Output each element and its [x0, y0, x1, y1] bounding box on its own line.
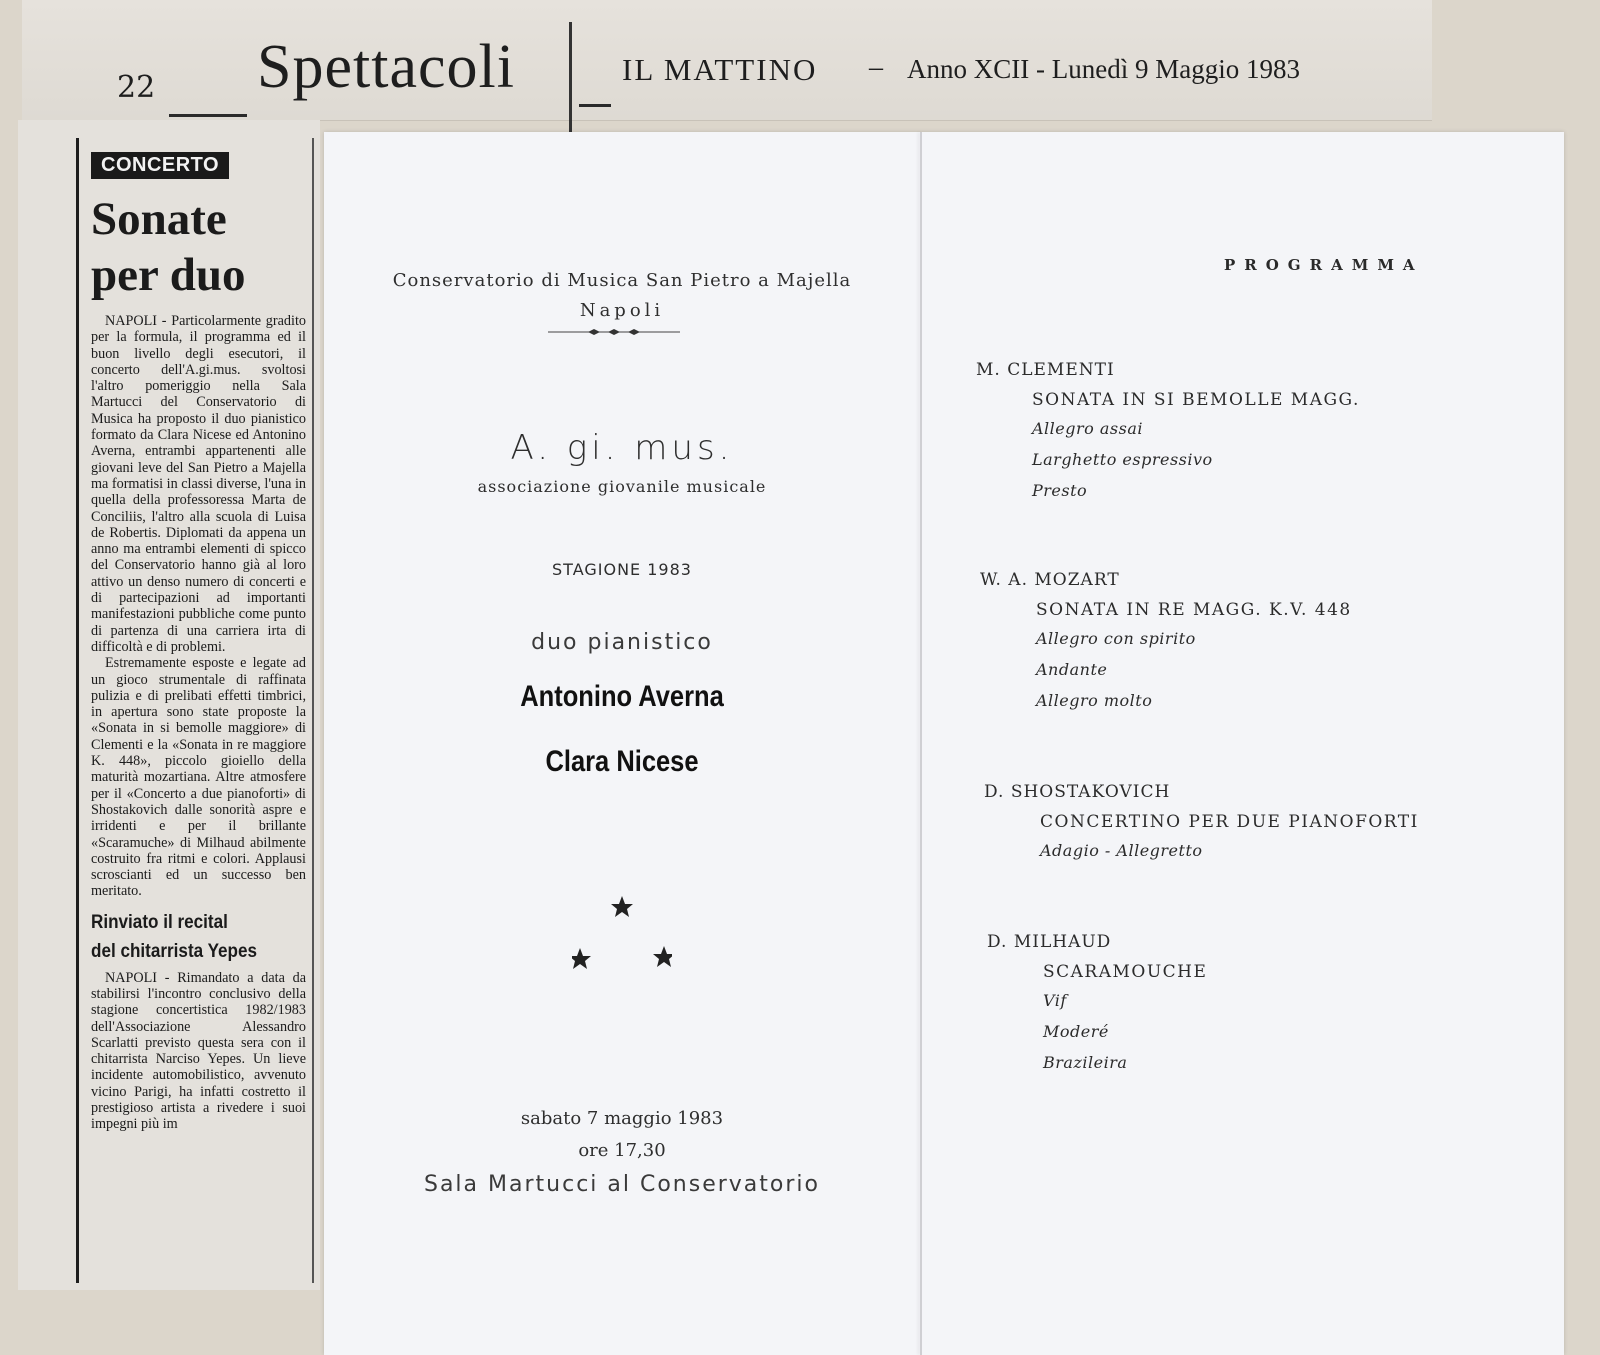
- newspaper-date: Anno XCII - Lunedì 9 Maggio 1983: [907, 54, 1300, 84]
- work-title: CONCERTINO PER DUE PIANOFORTI: [1040, 812, 1419, 832]
- article-paragraph: NAPOLI - Particolarmente gradito per la formula, il programma ed il buon livello degli esecutori, il concerto dell'A.gi.mus. svoltosi l'altro pomeriggio nella Sala Martucci del Conservatorio di Musica ha proposto il duo pianistico formato da Clara Nicese ed Antonino Averna, entrambi appartenenti alle giovani leve del San Pietro a Majella ma formatisi in classi diverse, l'una in quella della professoressa Marta de Conciliis, l'altro alla scuola di Luisa de Robertis. Diplomati da appena un anno ma entrambi elementi di spicco del Conservatorio hanno già al loro attivo un denso numero di concerti e di partecipazioni ad importanti manifestazioni pubbliche come punto di partenza di una carriera irta di difficoltà e di problemi.: [91, 313, 306, 655]
- composer-name: M. CLEMENTI: [976, 360, 1115, 380]
- article-column: [76, 138, 314, 1283]
- card-fold: [920, 132, 922, 1355]
- movement: Andante: [1036, 660, 1108, 679]
- ornament-rule-icon: [548, 326, 680, 338]
- movement: Allegro molto: [1036, 691, 1153, 710]
- movement: Larghetto espressivo: [1032, 450, 1213, 469]
- movement: Moderé: [1043, 1022, 1109, 1041]
- work-title: SCARAMOUCHE: [1043, 962, 1208, 982]
- article-paragraph: NAPOLI - Rimandato a data da stabilirsi l'incontro conclusivo della stagione concertistica 1982/1983 dell'Associazione Alessandro Scarlatti previsto questa sera con il chitarrista Narciso Yepes. Un lieve incidente automobilistico, avvenuto vicino Parigi, ha infatti costretto il prestigioso artista a rivedere i suoi impegni più im: [91, 969, 306, 1133]
- season-label: STAGIONE 1983: [552, 560, 692, 579]
- three-stars-icon: [572, 890, 672, 970]
- concert-time: ore 17,30: [578, 1140, 666, 1161]
- ensemble-label: duo pianistico: [531, 630, 713, 655]
- masthead-dash: –: [869, 52, 883, 83]
- performer-name: Antonino Averna: [520, 680, 724, 713]
- newspaper-header-strip: [22, 0, 1432, 121]
- work-title: SONATA IN SI BEMOLLE MAGG.: [1032, 390, 1360, 410]
- masthead-rule: [169, 114, 247, 117]
- masthead-divider: [569, 22, 572, 132]
- movement: Vif: [1043, 991, 1067, 1010]
- movement: Brazileira: [1043, 1053, 1128, 1072]
- composer-name: D. SHOSTAKOVICH: [984, 782, 1171, 802]
- page-number: 22: [117, 70, 156, 105]
- work-title: SONATA IN RE MAGG. K.V. 448: [1036, 600, 1352, 620]
- concert-venue: Sala Martucci al Conservatorio: [423, 1172, 820, 1197]
- program-piece: [980, 570, 1352, 713]
- article-headline: [91, 191, 306, 303]
- program-piece: [987, 932, 1207, 1075]
- star-icon: [611, 896, 633, 917]
- headline-line: per duo: [91, 249, 246, 301]
- category-badge: CONCERTO: [91, 152, 229, 179]
- city-name: Napoli: [579, 300, 665, 321]
- masthead-rule: [579, 104, 611, 107]
- article-subheadline: [91, 908, 285, 966]
- program-piece: [976, 360, 1360, 503]
- newspaper-name: IL MATTINO: [622, 52, 818, 87]
- newspaper-masthead: [117, 22, 1417, 112]
- article-paragraph: Estremamente esposte e legate ad un gioco strumentale di raffinata pulizia e di prelibati effetti timbrici, in apertura sono state proposte la «Sonata in si bemolle maggiore» di Clementi e la «Sonata in re maggiore K. 448», piccolo gioiello della maturità mozartiana. Altre atmosfere per il «Concerto a due pianoforti» di Shostakovich dalle sonorità aspre e irridenti e per il brillante «Scaramuche» di Milhaud abilmente costruito fra ritmi e colori. Applausi scroscianti ed un successo ben meritato.: [91, 655, 306, 900]
- program-piece: [984, 782, 1419, 863]
- concert-date: sabato 7 maggio 1983: [520, 1108, 724, 1129]
- association-logo: A. gi. mus.: [510, 428, 734, 468]
- program-title: PROGRAMMA: [1224, 256, 1424, 274]
- subhead-line: Rinviato il recital: [91, 911, 228, 933]
- star-icon: [653, 946, 672, 967]
- subhead-line: del chitarrista Yepes: [91, 940, 258, 962]
- movement: Allegro con spirito: [1036, 629, 1196, 648]
- association-name: associazione giovanile musicale: [477, 477, 767, 496]
- movement: Allegro assai: [1032, 419, 1143, 438]
- composer-name: D. MILHAUD: [987, 932, 1112, 952]
- performer-name: Clara Nicese: [545, 745, 699, 778]
- institution-name: Conservatorio di Musica San Pietro a Majella: [392, 270, 852, 291]
- star-icon: [572, 948, 591, 969]
- movement: Presto: [1032, 481, 1088, 500]
- composer-name: W. A. MOZART: [980, 570, 1120, 590]
- concert-program-card: [324, 132, 1564, 1355]
- movement: Adagio - Allegretto: [1040, 841, 1203, 860]
- newspaper-clipping: [18, 120, 320, 1290]
- section-title: Spettacoli: [257, 33, 515, 101]
- headline-line: Sonate: [91, 193, 227, 245]
